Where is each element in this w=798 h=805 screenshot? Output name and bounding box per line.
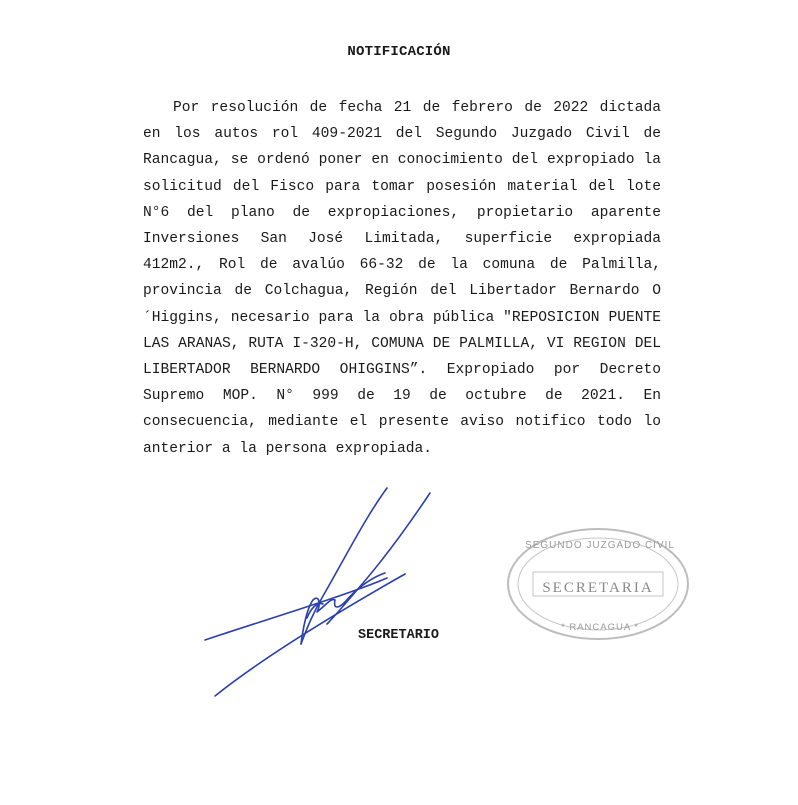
signer-title: SECRETARIO <box>358 628 440 643</box>
seal-top-text: SEGUNDO JUZGADO CIVIL <box>525 540 675 551</box>
handwritten-signature <box>195 478 445 703</box>
document-title: NOTIFICACIÓN <box>347 44 451 60</box>
seal-bottom-text: * RANCAGUA * <box>561 622 639 633</box>
seal-center-text: SECRETARIA <box>542 580 654 596</box>
notification-body: Por resolución de fecha 21 de febrero de 2022 dictada en los autos rol 409-2021 del Segundo Juzgado Civil de Rancagua, se ordenó poner en conocimiento del expropiado la solicitud del Fisco para tomar posesión material del lote N°6 del plano de expropiaciones, propietario aparente Inversiones San José Limitada, superficie expropiada 412m2., Rol de avalúo 66-32 de la comuna de Palmilla, provincia de Colchagua, Región del Libertador Bernardo O´Higgins, necesario para la obra pública "REPOSICION PUENTE LAS ARANAS, RUTA I-320-H, COMUNA DE PALMILLA, VI REGION DEL LIBERTADOR BERNARDO OHIGGINS”. Expropiado por Decreto Supremo MOP. N° 999 de 19 de octubre de 2021. En consecuencia, mediante el presente aviso notifico todo lo anterior a la persona expropiada. <box>143 100 661 457</box>
